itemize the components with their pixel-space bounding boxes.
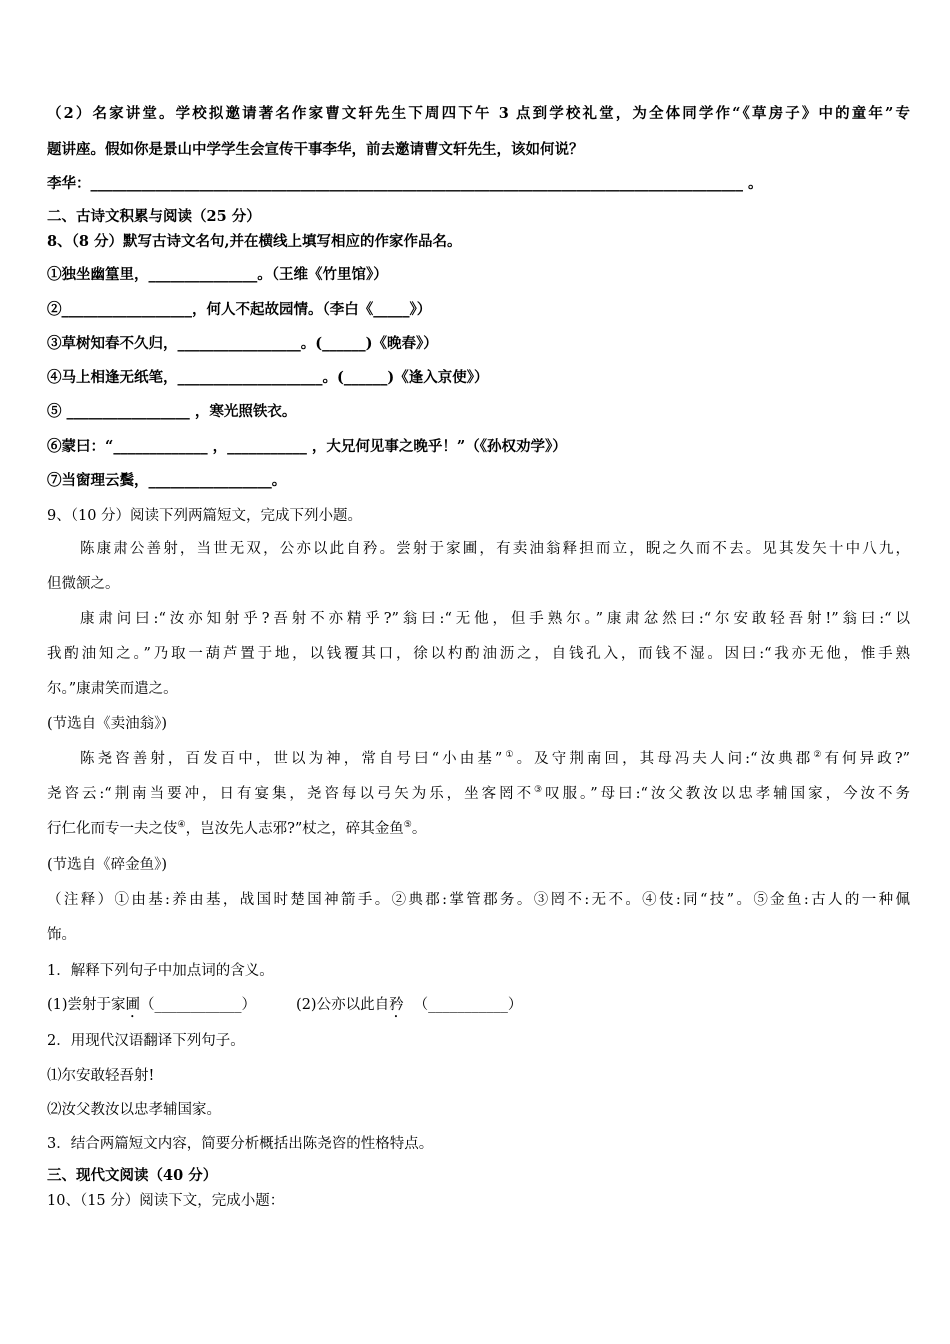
- annotation-line2: 饰。: [47, 927, 76, 943]
- q10-intro: 10、（15 分）阅读下文，完成小题：: [47, 1193, 285, 1209]
- passage1-line1: 陈康肃公善射，当世无双，公亦以此自矜。尝射于家圃，有卖油翁释担而立，睨之久而不去。见其发矢十中八九，: [80, 541, 910, 557]
- passage2-line3: 行仁化而专一夫之伎④，岂汝先人志邪?”杖之，碎其金鱼⑤。: [47, 820, 427, 837]
- q8-item-2: ②__________________，何人不起故园情。（李白《_____》）: [47, 301, 432, 318]
- subq2-item1: ⑴尔安敢轻吾射!: [47, 1068, 155, 1084]
- passage2-line1: 陈尧咨善射，百发百中，世以为神，常自号曰“小由基”①。及守荆南回，其母冯夫人问:“汝典郡②有何异政?”: [80, 750, 911, 767]
- subq3-title: 3．结合两篇短文内容，简要分析概括出陈尧咨的性格特点。: [47, 1136, 434, 1152]
- q8-intro: 8、（8 分）默写古诗文名句,并在横线上填写相应的作家作品名。: [47, 233, 462, 250]
- passage1-source: (节选自《卖油翁》): [47, 716, 168, 732]
- q9-intro: 9、（10 分）阅读下列两篇短文，完成下列小题。: [47, 508, 363, 524]
- task2-line1: （2）名家讲堂。学校拟邀请著名作家曹文轩先生下周四下午 3 点到学校礼堂，为全体同学作“《草房子》中的童年”专: [47, 105, 910, 122]
- q8-item-3: ③草树知春不久归，_________________。(______)《晚春》）: [47, 335, 438, 352]
- passage1-line4: 我酌油知之。”乃取一葫芦置于地，以钱覆其口，徐以杓酌油沥之，自钱孔入，而钱不湿。因曰:“我亦无他，惟手熟: [47, 646, 910, 662]
- task2-line2: 题讲座。假如你是景山中学学生会宣传干事李华，前去邀请曹文轩先生，该如何说？: [47, 141, 584, 158]
- subq2-item2: ⑵汝父教汝以忠孝辅国家。: [47, 1102, 221, 1118]
- subq2-title: 2．用现代汉语翻译下列句子。: [47, 1033, 245, 1049]
- subq1-title: 1．解释下列句子中加点词的含义。: [47, 963, 274, 979]
- q8-item-5: ⑤ _________________ ，寒光照铁衣。: [47, 403, 297, 420]
- annotation-line1: （注释）①由基:养由基，战国时楚国神箭手。②典郡:掌管郡务。③罔不:无不。④伎:同“技”。⑤金鱼:古人的一种佩: [47, 892, 910, 908]
- passage2-source: (节选自《碎金鱼》): [47, 857, 168, 873]
- passage1-line5: 尔。”康肃笑而遣之。: [47, 681, 178, 697]
- passage2-line2: 尧咨云:“荆南当要冲，日有宴集，尧咨每以弓矢为乐，坐客罔不③叹服。”母曰:“汝父教汝以忠孝辅国家，今汝不务: [47, 785, 910, 802]
- section2-heading: 二、古诗文积累与阅读（25 分）: [47, 208, 261, 225]
- passage1-line2: 但微颔之。: [47, 576, 120, 592]
- subq1-items: (1)尝射于家圃（____________） (2)公亦以此自矜 （___________）: [47, 997, 523, 1013]
- passage1-line3: 康肃问曰:“汝亦知射乎?吾射不亦精乎?”翁曰:“无他，但手熟尔。”康肃忿然曰:“尔安敢轻吾射!”翁曰:“以: [80, 611, 910, 627]
- q8-item-1: ①独坐幽篁里，_______________。（王维《竹里馆》）: [47, 266, 388, 283]
- q8-item-6: ⑥蒙曰：“_____________ ，___________ ，大兄何见事之晚乎！”（《孙权劝学》）: [47, 438, 567, 455]
- q8-item-7: ⑦当窗理云鬓，_________________。: [47, 472, 287, 489]
- q8-item-4: ④马上相逢无纸笔，____________________。(______)《逢入京使》）: [47, 369, 489, 386]
- section3-heading: 三、现代文阅读（40 分）: [47, 1167, 218, 1184]
- task2-answer-line: 李华：__________________________________________________________________________________________ 。: [47, 175, 763, 192]
